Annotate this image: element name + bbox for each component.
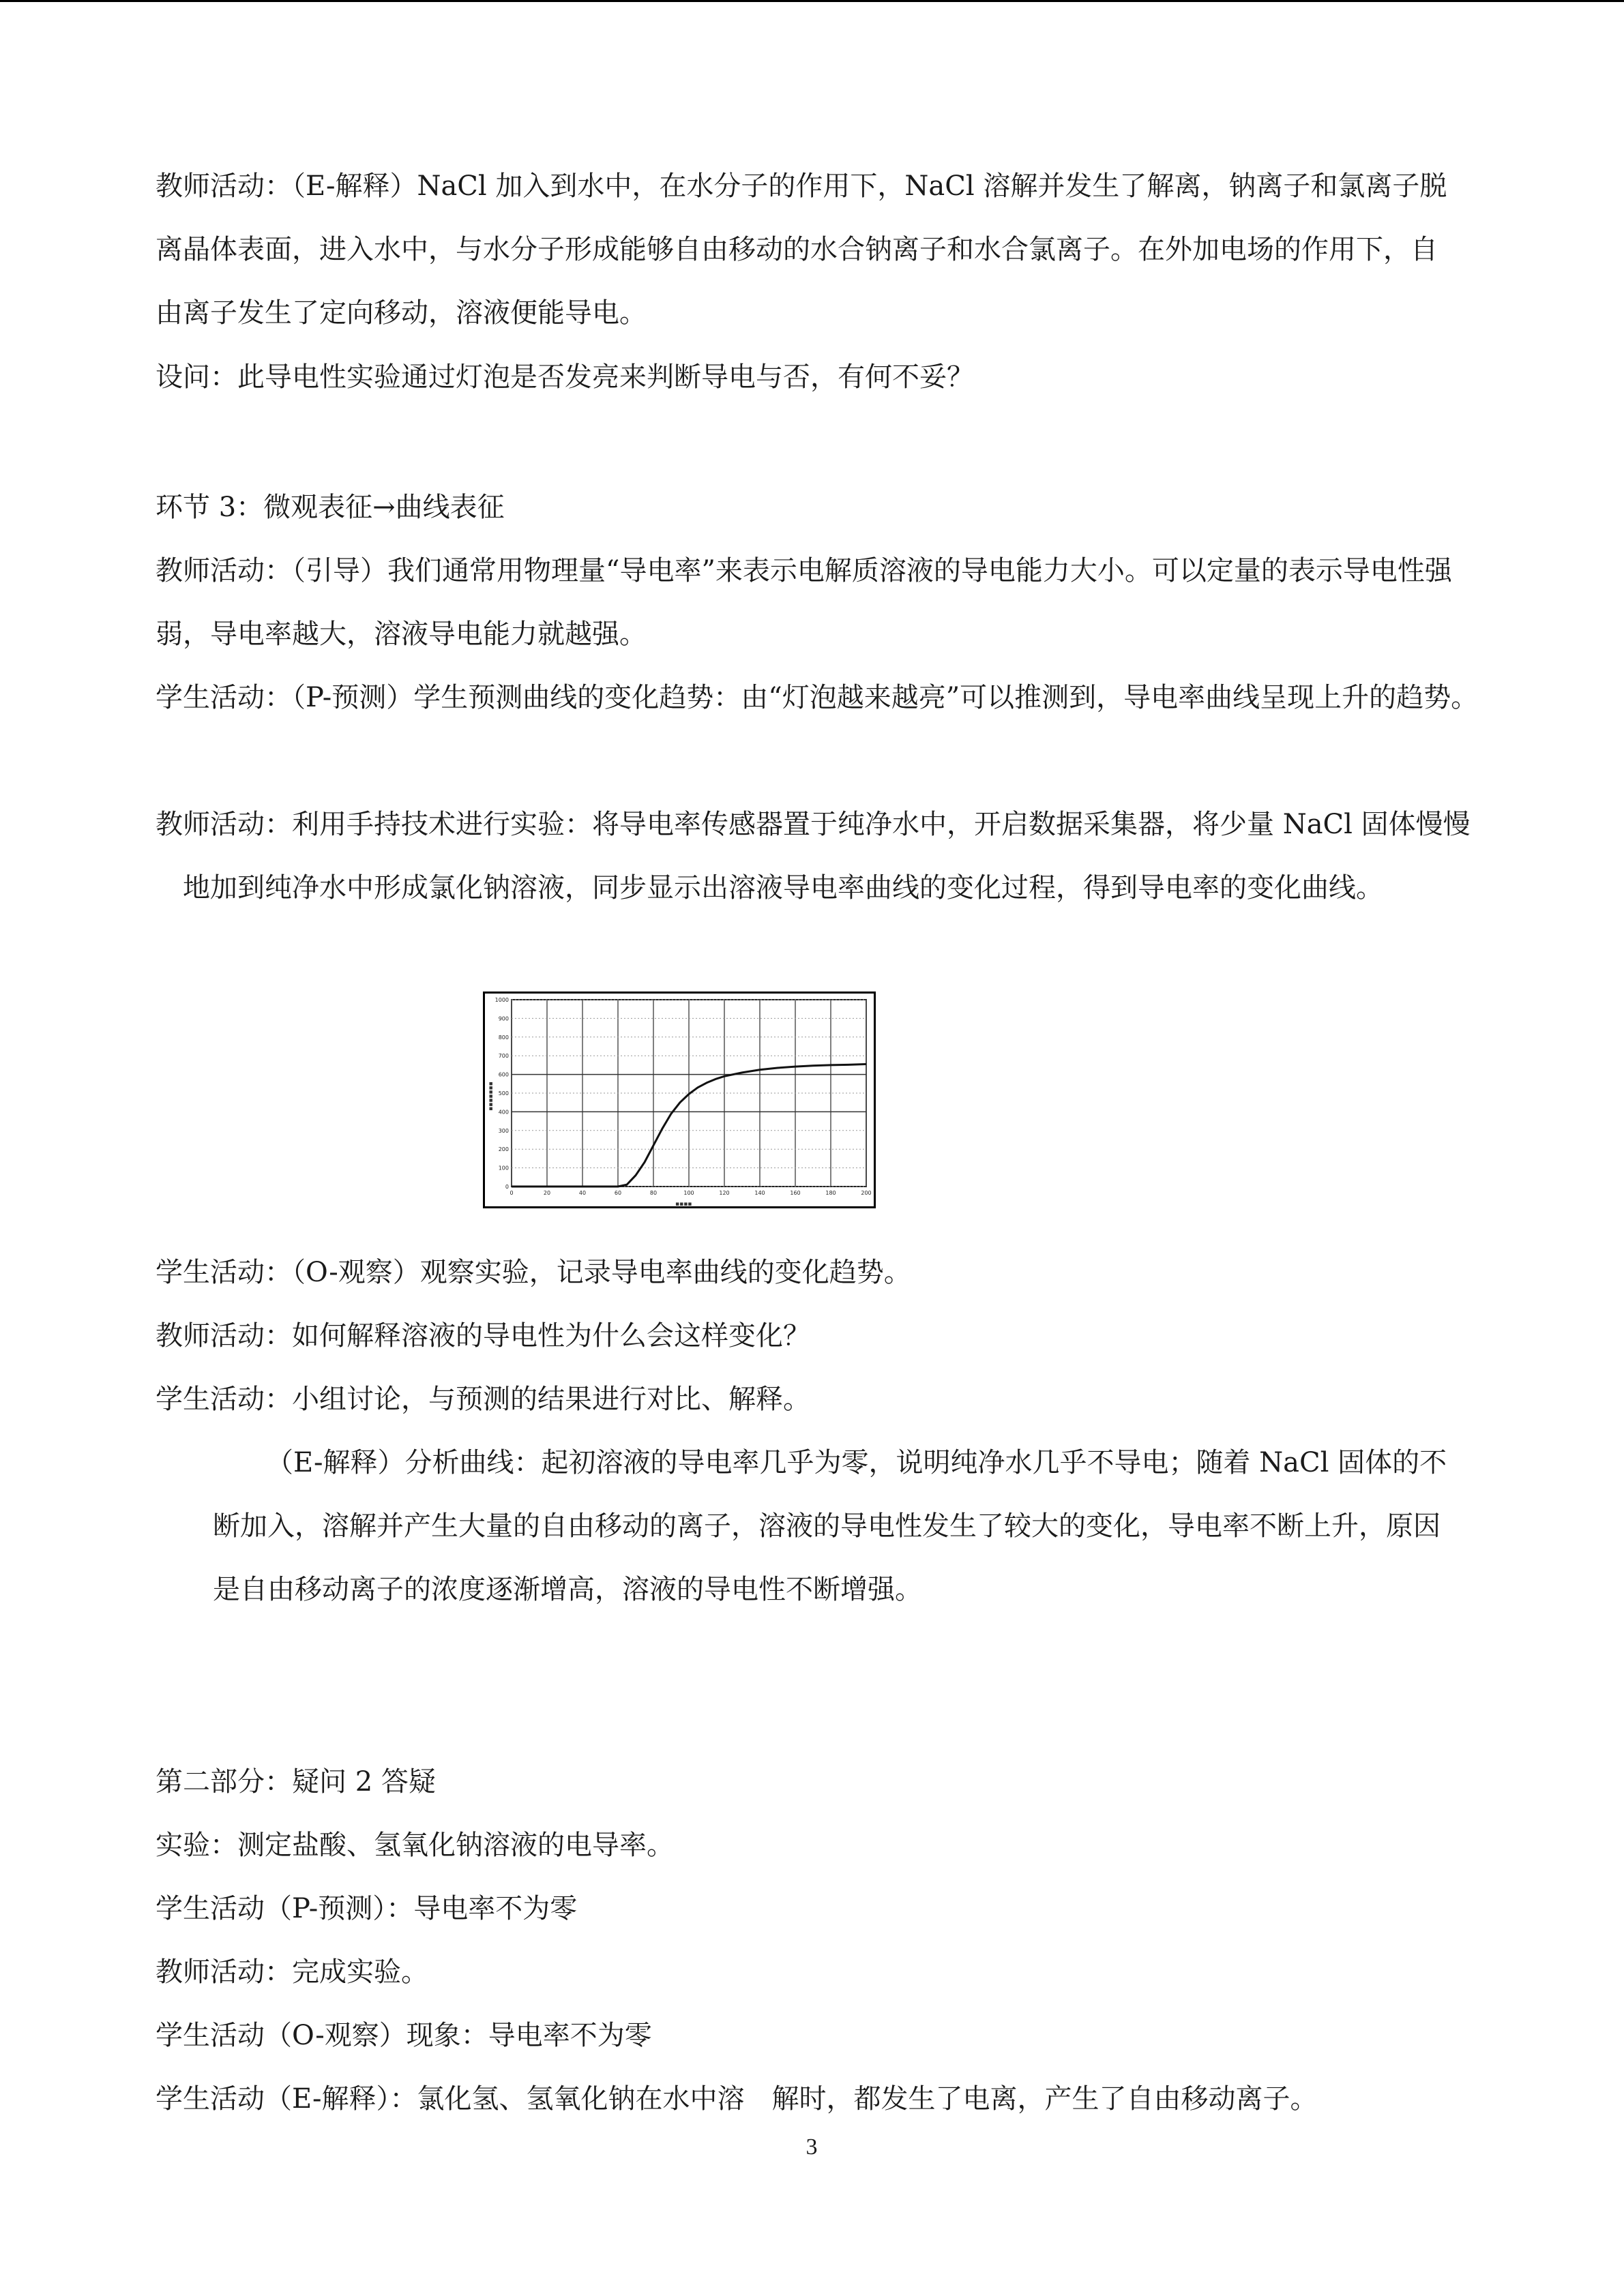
x-tick-label: 200 [861,1190,872,1196]
paragraph-teacher-experiment: 教师活动：利用手持技术进行实验：将导电率传感器置于纯净水中，开启数据采集器，将少量 NaCl 固体慢慢地加到纯净水中形成氯化钠溶液，同步显示出溶液导电率曲线的变化过程，得到导电率的变化曲线。 [156,809,1471,904]
y-tick-label: 100 [498,1165,509,1172]
paragraph-teacher-ask: 教师活动：如何解释溶液的导电性为什么会这样变化？ [156,1320,810,1352]
section-heading-step3: 环节 3：微观表征→曲线表征 [156,492,505,523]
paragraph-curve-analysis: （E-解释）分析曲线：起初溶液的导电率几乎为零，说明纯净水几乎不导电；随着 NaCl 固体的不断加入，溶解并产生大量的自由移动的离子，溶液的导电性发生了较大的变化，导电率不断上升，原因是自由移动离子的浓度逐渐增高，溶液的导电性不断增强。 [213,1447,1447,1605]
y-tick-label: 300 [498,1127,509,1134]
paragraph-student-explain2: 学生活动（E-解释）：氯化氢、氢氧化钠在水中溶 解时，都发生了电离，产生了自由移动离子。 [156,2083,1318,2115]
top-border [0,0,1624,2]
paragraph-student-discuss: 学生活动：小组讨论，与预测的结果进行对比、解释。 [156,1384,810,1415]
x-tick-label: 0 [510,1190,514,1196]
y-tick-label: 400 [498,1109,509,1116]
paragraph-teacher-guide: 教师活动：（引导）我们通常用物理量“导电率”来表示电解质溶液的导电能力大小。可以定量的表示导电性强弱，导电率越大，溶液导电能力就越强。 [156,555,1452,650]
x-tick-label: 60 [614,1190,622,1196]
conductivity-chart-svg [483,992,876,1208]
x-tick-label: 180 [825,1190,836,1196]
paragraph-question: 设问：此导电性实验通过灯泡是否发亮来判断导电与否，有何不妥？ [156,361,974,393]
y-tick-label: 700 [498,1053,509,1060]
y-tick-label: 800 [498,1034,509,1041]
y-tick-label: 600 [498,1071,509,1078]
y-tick-label: 0 [505,1184,509,1190]
x-tick-label: 20 [543,1190,551,1196]
x-axis-label-blurred: ▪▪▪▪ [675,1201,692,1208]
paragraph-teacher-explain: 教师活动：（E-解释）NaCl 加入到水中，在水分子的作用下，NaCl 溶解并发生了解离，钠离子和氯离子脱离晶体表面，进入水中，与水分子形成能够自由移动的水合钠离子和水合氯离子。在外加电场的作用下，自由离子发生了定向移动，溶液便能导电。 [156,170,1447,329]
paragraph-student-predict: 学生活动：（P-预测）学生预测曲线的变化趋势：由“灯泡越来越亮”可以推测到，导电率曲线呈现上升的趋势。 [156,682,1479,713]
conductivity-chart [483,992,876,1208]
paragraph-student-observe: 学生活动：（O-观察）观察实验，记录导电率曲线的变化趋势。 [156,1257,911,1288]
page-number: 3 [806,2134,818,2160]
y-tick-label: 900 [498,1015,509,1022]
x-tick-label: 100 [683,1190,694,1196]
x-tick-label: 120 [719,1190,730,1196]
section-heading-part2: 第二部分：疑问 2 答疑 [156,1766,436,1798]
chart-frame [484,993,875,1208]
paragraph-teacher-complete: 教师活动：完成实验。 [156,1956,428,1988]
x-tick-label: 80 [649,1190,658,1196]
paragraph-experiment: 实验：测定盐酸、氢氧化钠溶液的电导率。 [156,1830,674,1861]
y-tick-label: 500 [498,1090,509,1097]
x-tick-label: 140 [754,1190,765,1196]
y-tick-label: 1000 [494,997,509,1003]
y-axis-label-blurred: ▪▪▪▪▪▪▪ [488,1082,494,1111]
paragraph-student-observe2: 学生活动（O-观察）现象：导电率不为零 [156,2020,652,2051]
x-tick-label: 40 [578,1190,587,1196]
y-tick-label: 200 [498,1146,509,1153]
x-tick-label: 160 [790,1190,801,1196]
paragraph-student-predict2: 学生活动（P-预测）：导电率不为零 [156,1893,578,1924]
